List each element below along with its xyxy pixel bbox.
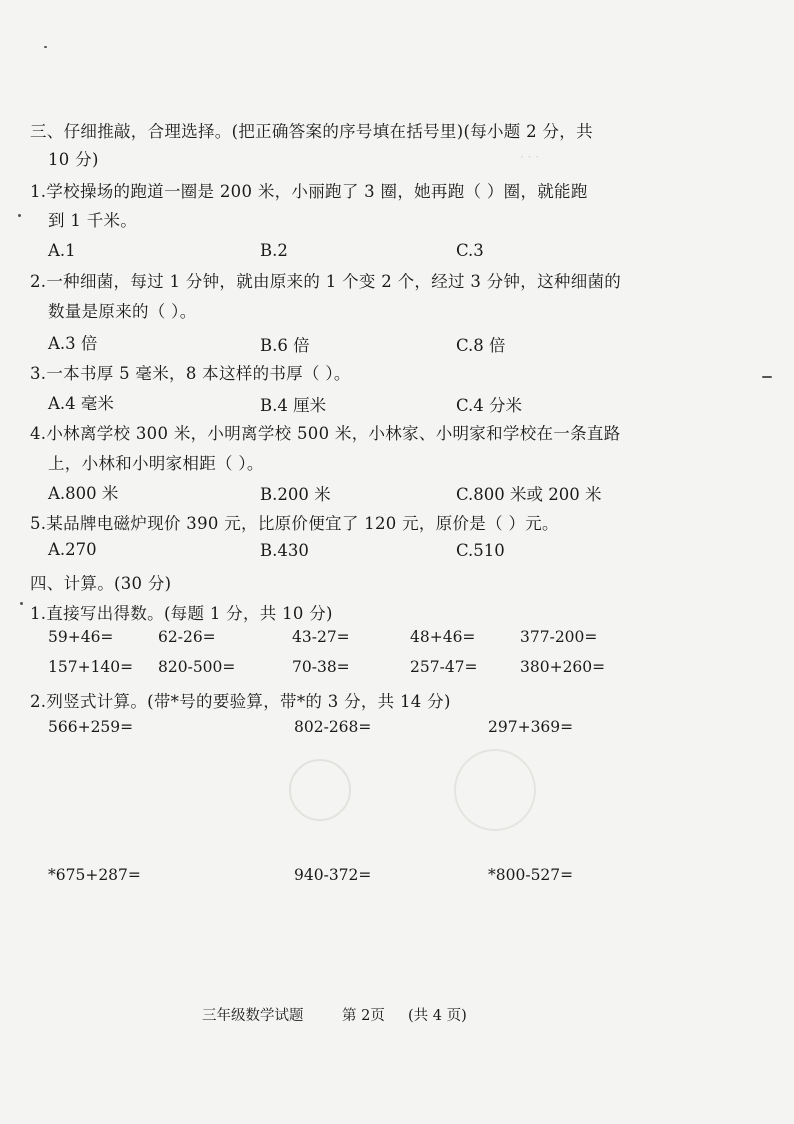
vertical-calc-item: 940-372= xyxy=(294,866,372,884)
q3-option-a: A.4 毫米 xyxy=(48,394,114,413)
question-1: 1.学校操场的跑道一圈是 200 米，小丽跑了 3 圈，她再跑（ ）圈，就能跑 xyxy=(30,182,588,201)
footer-page-number: 第 2页 xyxy=(342,1008,385,1024)
q1-option-b: B.2 xyxy=(260,241,288,260)
mental-calc-item: 820-500= xyxy=(158,658,236,676)
mental-calc-item: 43-27= xyxy=(292,628,350,646)
mental-calc-item: 59+46= xyxy=(48,628,114,646)
q4-option-a: A.800 米 xyxy=(48,484,119,503)
q1-option-c: C.3 xyxy=(456,241,484,260)
scan-speck xyxy=(762,376,772,378)
question-2-cont: 数量是原来的（ ）。 xyxy=(48,302,197,321)
footer-subject: 三年级数学试题 xyxy=(202,1008,304,1024)
mental-calc-item: 257-47= xyxy=(410,658,478,676)
footer-total-pages: (共 4 页) xyxy=(408,1008,467,1024)
scan-speck xyxy=(18,214,21,217)
q2-option-c: C.8 倍 xyxy=(456,336,506,355)
vertical-calc-item: 802-268= xyxy=(294,718,372,736)
section4-heading: 四、计算。(30 分) xyxy=(30,574,172,593)
q1-option-a: A.1 xyxy=(48,241,76,260)
question-4-cont: 上，小林和小明家相距（ ）。 xyxy=(48,454,264,473)
mental-calc-item: 157+140= xyxy=(48,658,134,676)
question-1-cont: 到 1 千米。 xyxy=(48,211,138,230)
part1-title: 1.直接写出得数。(每题 1 分，共 10 分) xyxy=(30,604,333,623)
q5-option-b: B.430 xyxy=(260,541,309,560)
q5-option-c: C.510 xyxy=(456,541,505,560)
scan-speck xyxy=(44,46,47,48)
q5-option-a: A.270 xyxy=(48,540,97,559)
mental-calc-item: 70-38= xyxy=(292,658,350,676)
q4-option-c: C.800 米或 200 米 xyxy=(456,485,602,504)
question-2: 2.一种细菌，每过 1 分钟，就由原来的 1 个变 2 个，经过 3 分钟，这种细菌的 xyxy=(30,272,622,291)
mental-calc-item: 62-26= xyxy=(158,628,216,646)
q4-option-b: B.200 米 xyxy=(260,485,331,504)
vertical-calc-item: 566+259= xyxy=(48,718,134,736)
mental-calc-item: 380+260= xyxy=(520,658,606,676)
vertical-calc-item: *800-527= xyxy=(488,866,574,884)
section3-heading-cont: 10 分) xyxy=(48,150,99,169)
q3-option-c: C.4 分米 xyxy=(456,396,523,415)
section3-heading: 三、仔细推敲，合理选择。(把正确答案的序号填在括号里)(每小题 2 分，共 xyxy=(30,122,593,141)
bleed-through-text: · · · xyxy=(520,150,540,164)
mental-calc-item: 377-200= xyxy=(520,628,598,646)
q3-option-b: B.4 厘米 xyxy=(260,396,327,415)
scan-speck xyxy=(20,602,23,605)
q2-option-a: A.3 倍 xyxy=(48,334,98,353)
q2-option-b: B.6 倍 xyxy=(260,336,310,355)
vertical-calc-item: 297+369= xyxy=(488,718,574,736)
part2-title: 2.列竖式计算。(带*号的要验算，带*的 3 分，共 14 分) xyxy=(30,692,451,711)
question-4: 4.小林离学校 300 米，小明离学校 500 米，小林家、小明家和学校在一条直路 xyxy=(30,424,621,443)
vertical-calc-item: *675+287= xyxy=(48,866,141,884)
question-5: 5.某品牌电磁炉现价 390 元，比原价便宜了 120 元，原价是（ ）元。 xyxy=(30,514,559,533)
question-3: 3.一本书厚 5 毫米，8 本这样的书厚（ ）。 xyxy=(30,364,351,383)
mental-calc-item: 48+46= xyxy=(410,628,476,646)
bleed-through-illustration xyxy=(280,740,600,850)
